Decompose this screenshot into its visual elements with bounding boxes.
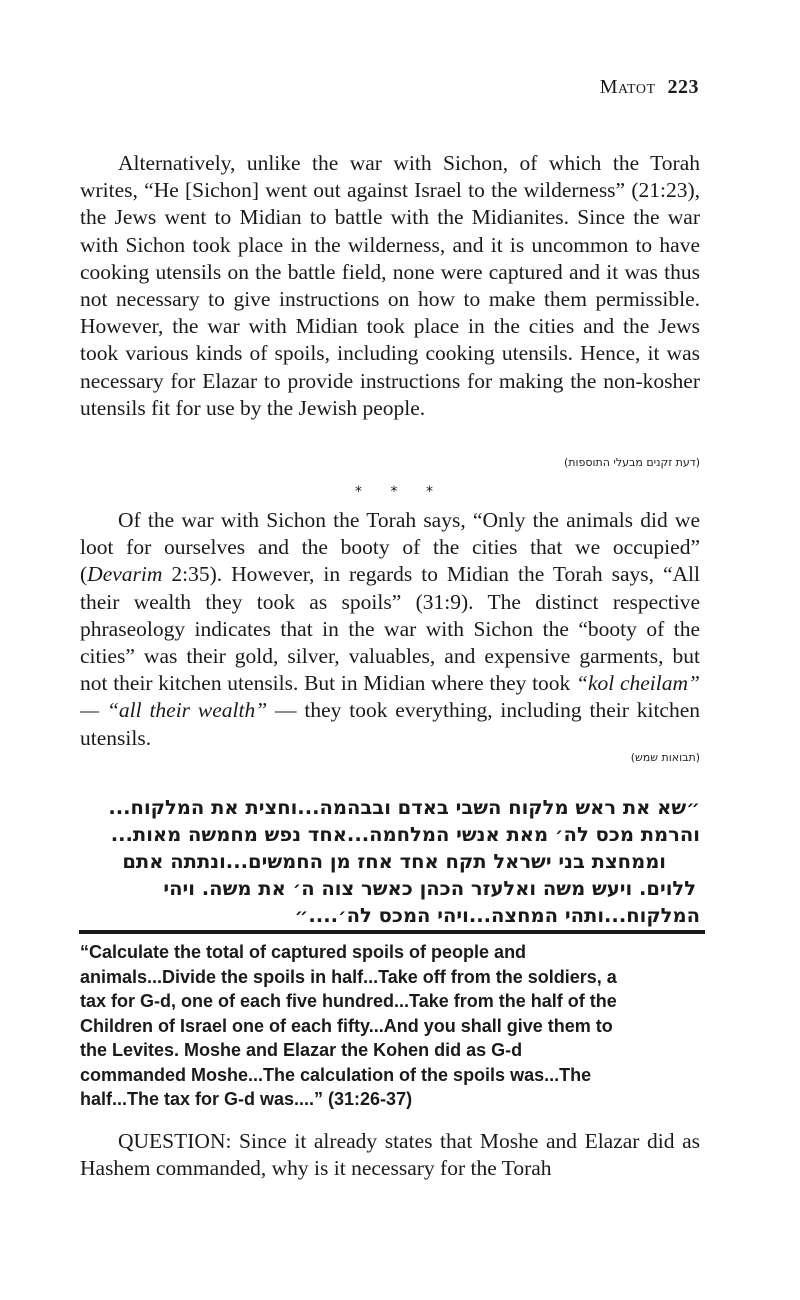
paragraph-2-text-a: Of the war with Sichon the Torah says, “Only the animals did we loot for ourselves and the booty of the cities that we occupied” ( [80,508,700,587]
chapter-title: Matot [599,76,656,98]
commentary-paragraph-2 [80,507,700,752]
paragraph-2-italic-kol-cheilam: “kol cheilam” — “all their wealth” [80,671,700,723]
question-paragraph: QUESTION: Since it already states that Moshe and Elazar did as Hashem commanded, why is it necessary for the Torah [80,1129,700,1181]
english-verse-line: Children of Israel one of each fifty...And you shall give them to [80,1015,613,1036]
english-verse-line: the Levites. Moshe and Elazar the Kohen did as G-d [80,1040,523,1060]
hebrew-verse [80,794,700,929]
english-verse-translation [80,940,706,1112]
hebrew-verse-line: וממחצת בני ישראל תקח אחד אחז מן החמשים...ונתתה אתם [122,850,666,873]
verse-divider-rule [79,930,705,934]
hebrew-verse-line: והרמת מכס לה׳ מאת אנשי המלחמה...אחד נפש מחמשה מאות... [110,823,700,846]
english-verse-line: half...The tax for G-d was....” (31:26-37) [80,1089,413,1109]
hebrew-verse-line: ״שא את ראש מלקוח השבי באדם ובבהמה...וחצית את המלקוח... [108,796,700,819]
source-citation-1: (דעת זקנים מבעלי התוספות) [563,456,700,469]
english-verse-line: tax for G-d, one of each five hundred...Take from the half of the [80,991,617,1011]
running-header [600,76,699,99]
english-verse-line: “Calculate the total of captured spoils of people and [80,942,527,962]
source-citation-2: (תבואות שמש) [630,751,700,764]
english-verse-line: commanded Moshe...The calculation of the spoils was...The [80,1064,592,1085]
paragraph-2-italic-devarim: Devarim [87,562,163,587]
paragraph-2-text-c: — they took everything, including their kitchen utensils. [80,698,701,750]
english-verse-line: animals...Divide the spoils in half...Take off from the soldiers, a [80,966,617,987]
page-number: 223 [667,76,699,98]
paragraph-2-text-b: 2:35). However, in regards to Midian the Torah says, “All their wealth they took as spoils” (31:9). The distinct respective phraseology indicates that in the war with Sichon the “booty of the cities” was their gold, silver, valuables, and expensive garments, but not their kitchen utensils. But in Midian where they took [80,562,700,696]
hebrew-verse-line: המלקוח...ותהי המחצה...ויהי המכס לה׳....״ [294,904,700,927]
commentary-paragraph-1: Alternatively, unlike the war with Sichon, of which the Torah writes, “He [Sichon] went out against Israel to the wilderness” (21:23), the Jews went to Midian to battle with the Midianites. Since the war with Sichon took place in the wilderness, and it is uncommon to have cooking utensils on the battle field, none were captured and it was thus not necessary to give instructions on how to make them permissible. However, the war with Midian took place in the cities and the Jews took various kinds of spoils, including cooking utensils. Hence, it was necessary for Elazar to provide instructions for making the non-kosher utensils fit for use by the Jewish people. [80,151,700,420]
hebrew-verse-line: ללוים. ויעש משה ואלעזר הכהן כאשר צוה ה׳ את משה. ויהי [163,877,696,900]
section-separator: * * * [355,484,445,500]
